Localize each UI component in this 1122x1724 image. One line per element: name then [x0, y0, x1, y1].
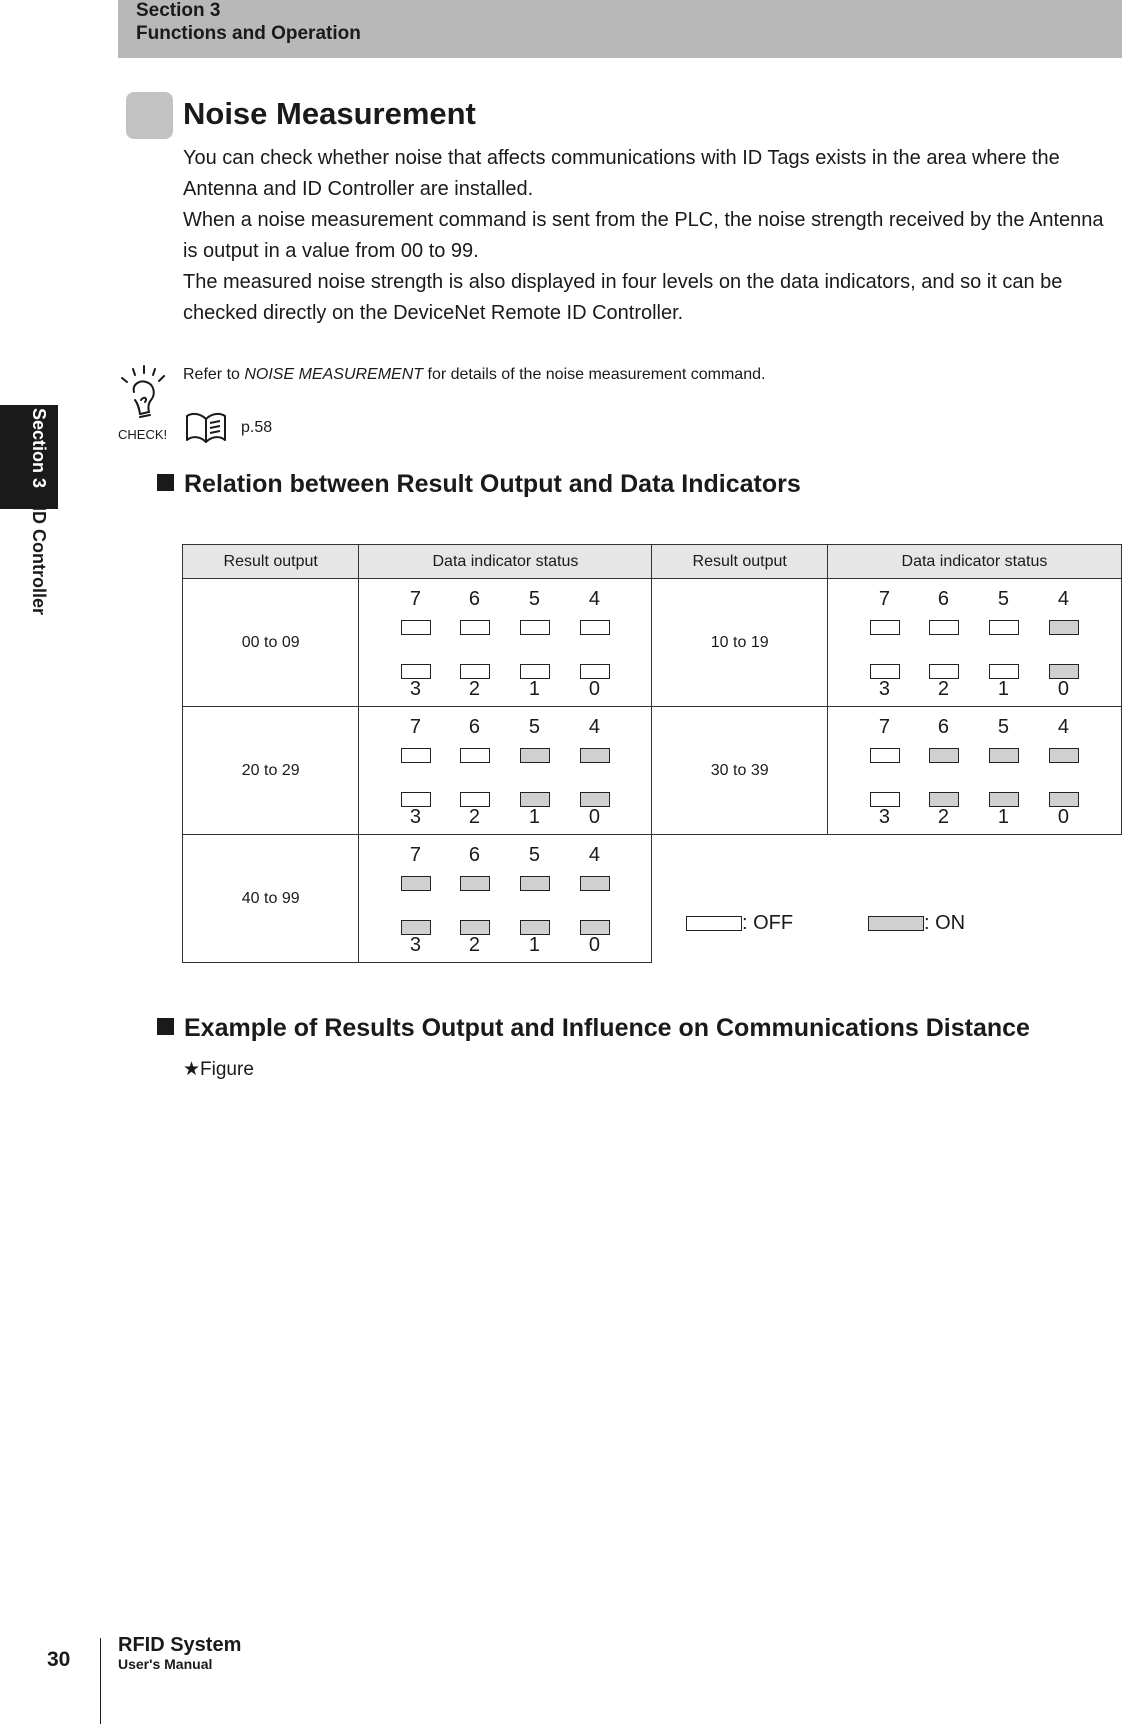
col-header-result-2: Result output: [652, 545, 827, 579]
indicator-label: 6: [468, 587, 480, 610]
indicator-cell: [827, 579, 1121, 707]
section-heading-relation-text: Relation between Result Output and Data Indicators: [184, 470, 801, 498]
indicator-led-7: [401, 620, 431, 635]
square-bullet-icon: [157, 1018, 174, 1035]
indicator-label: 5: [997, 715, 1010, 738]
indicator-led-0: [580, 920, 610, 935]
indicator-label: 1: [997, 677, 1010, 700]
indicator-grid: [844, 588, 1104, 698]
indicator-label: 2: [468, 805, 480, 828]
indicator-led-7: [401, 748, 431, 763]
footer-divider: [100, 1638, 101, 1724]
indicator-led-5: [520, 620, 550, 635]
result-cell: 20 to 29: [183, 707, 359, 835]
legend-cell: [652, 835, 1122, 963]
indicator-led-2: [929, 664, 959, 679]
indicator-led-2: [460, 664, 490, 679]
table-row: [183, 835, 1122, 963]
col-header-status-2: Data indicator status: [827, 545, 1121, 579]
indicator-led-0: [1049, 792, 1079, 807]
indicator-label: 7: [409, 587, 421, 610]
indicator-label: 4: [1057, 587, 1070, 610]
result-cell: 10 to 19: [652, 579, 827, 707]
indicator-led-3: [870, 792, 900, 807]
indicator-led-5: [520, 876, 550, 891]
indicator-led-7: [870, 748, 900, 763]
indicator-label: 4: [1057, 715, 1070, 738]
indicator-label: 7: [878, 715, 891, 738]
table-row: [183, 707, 1122, 835]
legend-on: [868, 912, 965, 935]
indicator-label: 7: [409, 843, 421, 866]
square-bullet-icon: [157, 474, 174, 491]
indicator-led-7: [870, 620, 900, 635]
section-heading-example-text: Example of Results Output and Influence on Communications Distance: [184, 1014, 1030, 1042]
indicator-led-2: [460, 792, 490, 807]
page-header: [118, 0, 1122, 58]
section-heading-relation: [157, 470, 801, 499]
indicator-label: 5: [528, 843, 540, 866]
indicator-label: 7: [878, 587, 891, 610]
indicator-label: 1: [528, 933, 540, 956]
indicator-label: 0: [1057, 805, 1070, 828]
indicator-grid: [844, 716, 1104, 826]
check-ref-title: NOISE MEASUREMENT: [244, 366, 424, 383]
indicator-led-3: [870, 664, 900, 679]
indicator-label: 5: [528, 587, 540, 610]
indicator-led-3: [401, 664, 431, 679]
indicator-label: 3: [409, 677, 421, 700]
title-marker: [126, 92, 173, 139]
indicator-label: 3: [878, 677, 891, 700]
indicator-led-6: [929, 748, 959, 763]
legend-on-swatch: [868, 916, 924, 931]
indicator-led-1: [520, 920, 550, 935]
indicator-cell: [827, 707, 1121, 835]
section-heading-example: [157, 1014, 1030, 1043]
indicator-label: 5: [528, 715, 540, 738]
indicator-label: 7: [409, 715, 421, 738]
table-row: [183, 579, 1122, 707]
indicator-grid: [375, 716, 635, 826]
indicator-led-6: [460, 876, 490, 891]
indicator-led-2: [460, 920, 490, 935]
indicator-grid: [375, 588, 635, 698]
indicator-label: 2: [937, 805, 950, 828]
indicator-led-3: [401, 792, 431, 807]
indicator-led-5: [520, 748, 550, 763]
indicator-led-1: [989, 664, 1019, 679]
check-lightbulb-icon: [114, 364, 174, 446]
indicator-led-6: [460, 748, 490, 763]
result-cell: 40 to 99: [183, 835, 359, 963]
result-cell: 30 to 39: [652, 707, 827, 835]
header-section: Section 3: [136, 0, 221, 21]
indicator-led-4: [1049, 748, 1079, 763]
side-tab-section: Section 3: [29, 408, 49, 489]
indicator-led-6: [460, 620, 490, 635]
indicator-led-5: [989, 748, 1019, 763]
indicator-label: 2: [468, 933, 480, 956]
indicator-led-4: [580, 620, 610, 635]
indicator-led-2: [929, 792, 959, 807]
indicator-label: 2: [937, 677, 950, 700]
indicator-led-4: [580, 748, 610, 763]
indicator-label: 0: [1057, 677, 1070, 700]
indicator-label: 3: [409, 805, 421, 828]
indicator-label: 4: [588, 587, 600, 610]
figure-placeholder-note: ★Figure: [183, 1059, 254, 1080]
indicator-label: 6: [937, 715, 950, 738]
check-prefix: Refer to: [183, 366, 245, 383]
page-number: 30: [47, 1648, 71, 1671]
indicator-label: 6: [468, 715, 480, 738]
indicator-cell: [359, 835, 652, 963]
indicator-label: 3: [409, 933, 421, 956]
footer-title: RFID System: [118, 1634, 242, 1656]
paragraph-1: You can check whether noise that affects communications with ID Tags exists in the area where the Antenna and ID Controller are installed.: [183, 147, 1060, 200]
side-tab-label: [28, 408, 49, 615]
indicator-label: 4: [588, 715, 600, 738]
indicator-label: 0: [588, 933, 600, 956]
col-header-status-1: Data indicator status: [359, 545, 652, 579]
header-chapter: Functions and Operation: [136, 23, 361, 44]
side-tab-chapter: ID Controller: [29, 506, 49, 616]
indicator-label: 2: [468, 677, 480, 700]
indicator-grid: [375, 844, 635, 954]
check-suffix: for details of the noise measurement command.: [423, 366, 766, 383]
indicator-led-0: [580, 664, 610, 679]
legend-on-label: : ON: [924, 912, 966, 934]
indicator-led-4: [580, 876, 610, 891]
indicator-label: 0: [588, 805, 600, 828]
indicator-label: 1: [528, 805, 540, 828]
indicator-led-1: [989, 792, 1019, 807]
indicator-label: 0: [588, 677, 600, 700]
col-header-result-1: Result output: [183, 545, 359, 579]
book-reference-icon: [183, 410, 229, 446]
legend-off: [686, 912, 793, 935]
paragraph-2: When a noise measurement command is sent from the PLC, the noise strength received by the Antenna is output in a value from 00 to 99.: [183, 209, 1104, 262]
indicator-label: 1: [997, 805, 1010, 828]
indicator-led-5: [989, 620, 1019, 635]
indicator-led-6: [929, 620, 959, 635]
indicator-led-0: [580, 792, 610, 807]
paragraph-3: The measured noise strength is also displayed in four levels on the data indicators, and so it can be checked directly on the DeviceNet Remote ID Controller.: [183, 271, 1063, 324]
indicator-label: 4: [588, 843, 600, 866]
footer-subtitle: User's Manual: [118, 1656, 213, 1672]
indicator-label: 5: [997, 587, 1010, 610]
indicator-led-1: [520, 664, 550, 679]
legend-off-label: : OFF: [742, 912, 794, 934]
check-label: CHECK!: [118, 427, 168, 442]
result-cell: 00 to 09: [183, 579, 359, 707]
indicator-led-4: [1049, 620, 1079, 635]
indicator-led-1: [520, 792, 550, 807]
indicator-cell: [359, 707, 652, 835]
indicator-label: 1: [528, 677, 540, 700]
indicator-table: [182, 544, 1122, 963]
legend-off-swatch: [686, 916, 742, 931]
check-note: [183, 366, 765, 384]
indicator-label: 6: [468, 843, 480, 866]
page-reference-link[interactable]: p.58: [241, 419, 273, 436]
indicator-label: 3: [878, 805, 891, 828]
page-title: Noise Measurement: [183, 96, 476, 131]
indicator-led-7: [401, 876, 431, 891]
indicator-led-0: [1049, 664, 1079, 679]
indicator-cell: [359, 579, 652, 707]
table-header-row: [183, 545, 1122, 579]
indicator-label: 6: [937, 587, 950, 610]
indicator-led-3: [401, 920, 431, 935]
